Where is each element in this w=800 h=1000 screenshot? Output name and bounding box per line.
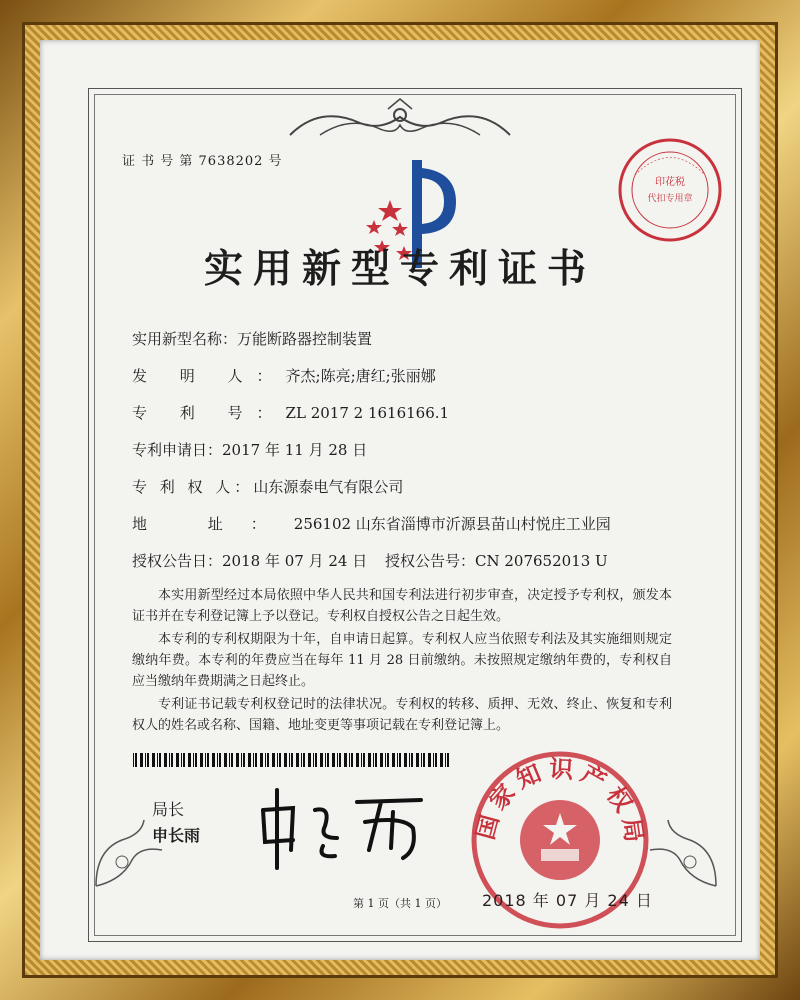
field-patentee: [132, 476, 403, 497]
barcode-bar: [277, 753, 278, 767]
svg-text:印花税: 印花税: [655, 177, 685, 188]
barcode-bar: [392, 753, 395, 767]
barcode-bar: [440, 753, 443, 767]
barcode-bar: [428, 753, 431, 767]
certificate-paper: [40, 40, 760, 960]
barcode-bar: [380, 753, 383, 767]
barcode-bar: [219, 753, 221, 767]
top-ornament: [280, 95, 520, 143]
barcode-bar: [193, 753, 194, 767]
barcode-bar: [387, 753, 389, 767]
field-value: 山东源泰电气有限公司: [253, 478, 404, 496]
paragraph-grant: 本实用新型经过本局依照中华人民共和国专利法进行初步审查，决定授予专利权，颁发本证书并在专利登记簿上予以登记。专利权自授权公告之日起生效。: [132, 588, 672, 624]
barcode-bar: [195, 753, 197, 767]
barcode-bar: [272, 753, 275, 767]
barcode-bar: [205, 753, 206, 767]
barcode-bar: [373, 753, 374, 767]
barcode-bar: [416, 753, 419, 767]
barcode-bar: [133, 753, 134, 767]
certificate-title: 实用新型专利证书: [203, 246, 596, 292]
barcode-bar: [332, 753, 335, 767]
barcode-bar: [289, 753, 290, 767]
barcode-bar: [145, 753, 146, 767]
field-patent-number: [132, 402, 449, 423]
barcode-bar: [296, 753, 299, 767]
barcode-bar: [183, 753, 185, 767]
field-label: 地 址：: [132, 515, 294, 533]
director-name: 申长雨: [152, 826, 201, 845]
field-label: 专 利 号：: [132, 404, 286, 422]
barcode-bar: [267, 753, 269, 767]
seal-text: 国家知识产权局: [470, 753, 651, 850]
barcode-bar: [315, 753, 317, 767]
barcode-bar: [349, 753, 350, 767]
barcode-bar: [243, 753, 245, 767]
barcode-bar: [279, 753, 281, 767]
field-label: 发 明 人：: [132, 367, 286, 385]
barcode-bar: [320, 753, 323, 767]
barcode-bar: [181, 753, 182, 767]
barcode-bar: [301, 753, 302, 767]
barcode-bar: [351, 753, 353, 767]
barcode-bar: [159, 753, 161, 767]
barcode-bar: [231, 753, 233, 767]
barcode-bar: [171, 753, 173, 767]
director-title: 局长: [152, 800, 185, 819]
barcode-bar: [169, 753, 170, 767]
barcode-bar: [255, 753, 257, 767]
barcode-bar: [399, 753, 401, 767]
barcode-bar: [397, 753, 398, 767]
barcode-bar: [368, 753, 371, 767]
barcode-bar: [308, 753, 311, 767]
barcode-bar: [265, 753, 266, 767]
barcode-bar: [157, 753, 158, 767]
barcode-bar: [164, 753, 167, 767]
tax-seal: [615, 135, 725, 245]
barcode-bar: [241, 753, 242, 767]
field-label: 授权公告日：: [132, 552, 223, 570]
barcode-bar: [253, 753, 254, 767]
barcode-bar: [404, 753, 407, 767]
barcode-bar: [147, 753, 149, 767]
barcode-bar: [260, 753, 263, 767]
barcode-bar: [284, 753, 287, 767]
director-signature: [253, 780, 433, 870]
barcode-bar: [435, 753, 437, 767]
field-label: 专 利 权 人：: [132, 478, 254, 496]
barcode-bar: [229, 753, 230, 767]
barcode-bar: [325, 753, 326, 767]
field-value: 2018 年 07 月 24 日: [222, 552, 368, 570]
barcode-bar: [327, 753, 329, 767]
barcode-bar: [207, 753, 209, 767]
field-value: 2017 年 11 月 28 日: [222, 441, 368, 459]
field-application-date: [132, 439, 367, 460]
barcode-bar: [445, 753, 446, 767]
barcode-bar: [188, 753, 191, 767]
barcode: [133, 753, 453, 767]
field-inventors: [132, 365, 436, 386]
barcode-bar: [339, 753, 341, 767]
barcode-bar: [363, 753, 365, 767]
barcode-bar: [212, 753, 215, 767]
page-number: 第 1 页（共 1 页）: [353, 897, 447, 910]
barcode-bar: [411, 753, 413, 767]
barcode-bar: [337, 753, 338, 767]
svg-text:代扣专用章: 代扣专用章: [647, 194, 693, 204]
barcode-bar: [200, 753, 203, 767]
field-label: 实用新型名称：: [132, 330, 238, 348]
field-value: ZL 2017 2 1616166.1: [285, 404, 450, 422]
certificate-number: 证 书 号 第 7638202 号: [122, 154, 283, 169]
barcode-bar: [152, 753, 155, 767]
barcode-bar: [356, 753, 359, 767]
barcode-bar: [135, 753, 137, 767]
barcode-bar: [236, 753, 239, 767]
field-value: CN 207652013 U: [475, 552, 608, 570]
barcode-bar: [385, 753, 386, 767]
barcode-bar: [447, 753, 449, 767]
field-address: [132, 513, 611, 534]
barcode-bar: [433, 753, 434, 767]
field-value: 齐杰;陈亮;唐红;张丽娜: [285, 367, 436, 385]
barcode-bar: [224, 753, 227, 767]
barcode-bar: [313, 753, 314, 767]
corner-ornament-left: [92, 810, 172, 890]
barcode-bar: [176, 753, 179, 767]
barcode-bar: [303, 753, 305, 767]
paragraph-term: 本专利的专利权期限为十年，自申请日起算。专利权人应当依照专利法及其实施细则规定缴纳年费。本专利的年费应当在每年 11 月 28 日前缴纳。未按照规定缴纳年费的，专利权自应当缴纳年费期满之日起终止。: [132, 632, 672, 689]
barcode-bar: [423, 753, 425, 767]
paragraph-legal-status: 专利证书记载专利权登记时的法律状况。专利权的转移、质押、无效、终止、恢复和专利权人的姓名或名称、国籍、地址变更等事项记载在专利登记簿上。: [132, 697, 672, 733]
barcode-bar: [344, 753, 347, 767]
barcode-bar: [217, 753, 218, 767]
barcode-bar: [361, 753, 362, 767]
field-value: 万能断路器控制装置: [237, 330, 373, 348]
field-label: 专利申请日：: [132, 441, 223, 459]
barcode-bar: [248, 753, 251, 767]
barcode-bar: [375, 753, 377, 767]
field-label: 授权公告号：: [385, 552, 476, 570]
seal-date: 2018 年 07 月 24 日: [482, 891, 653, 910]
barcode-bar: [291, 753, 293, 767]
field-grant-date: [132, 550, 367, 571]
barcode-bar: [140, 753, 143, 767]
barcode-bar: [409, 753, 410, 767]
field-value: 256102 山东省淄博市沂源县苗山村悦庄工业园: [293, 515, 611, 533]
field-grant-number: [385, 550, 608, 571]
field-utility-model-name: [132, 328, 372, 349]
barcode-bar: [421, 753, 422, 767]
